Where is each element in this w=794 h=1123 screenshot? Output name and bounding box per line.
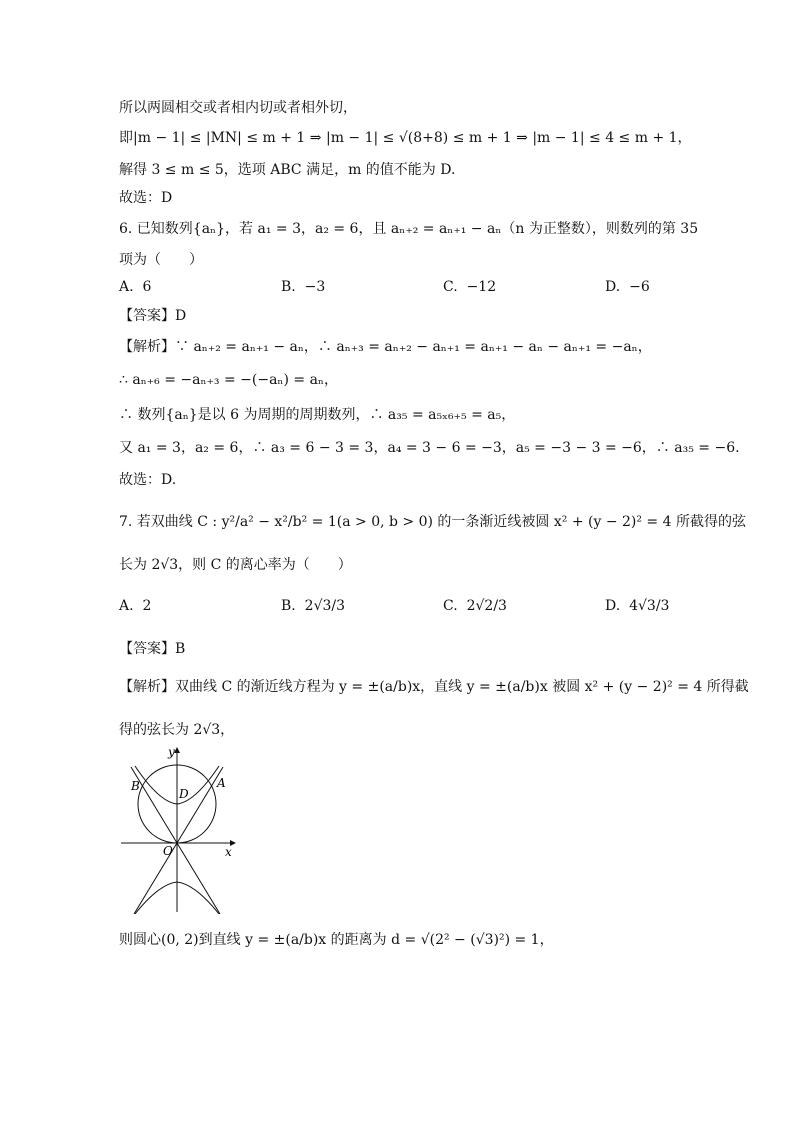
label-b: B bbox=[131, 779, 140, 793]
label-x: x bbox=[225, 845, 232, 859]
figure-svg bbox=[117, 742, 247, 914]
q7-option-d: D. 4√3/3 bbox=[605, 598, 670, 614]
q6-option-c: C. −12 bbox=[443, 279, 497, 295]
hyperbola-circle-figure bbox=[117, 742, 247, 918]
question-6-stem-cont: 项为（ ） bbox=[119, 252, 203, 268]
question-7-stem: 7. 若双曲线 C : y²/a² − x²/b² = 1(a > 0, b > 0) 的一条渐近线被圆 x² + (y − 2)² = 4 所截得的弦 bbox=[119, 514, 746, 530]
q7-option-b: B. 2√3/3 bbox=[281, 598, 346, 614]
text-line: 故选：D bbox=[119, 190, 173, 206]
solution-6-line: 又 a₁ = 3，a₂ = 6，∴ a₃ = 6 − 3 = 3，a₄ = 3 − 6 = −3，a₅ = −3 − 3 = −6，∴ a₃₅ = −6. bbox=[119, 440, 740, 456]
solution-6-line: 【解析】∵ aₙ₊₂ = aₙ₊₁ − aₙ，∴ aₙ₊₃ = aₙ₊₂ − aₙ₊₁ = aₙ₊₁ − aₙ − aₙ₊₁ = −aₙ， bbox=[119, 339, 652, 355]
answer-7: 【答案】B bbox=[119, 641, 186, 657]
solution-6-line: ∴ aₙ₊₆ = −aₙ₊₃ = −(−aₙ) = aₙ， bbox=[119, 372, 338, 388]
q6-option-d: D. −6 bbox=[605, 279, 650, 295]
q7-option-a: A. 2 bbox=[119, 598, 152, 614]
label-o: O bbox=[163, 844, 173, 858]
label-a: A bbox=[217, 776, 226, 790]
q7-option-c: C. 2√2/3 bbox=[443, 598, 507, 614]
text-line: 所以两圆相交或者相内切或者相外切， bbox=[119, 100, 357, 116]
q6-option-b: B. −3 bbox=[281, 279, 326, 295]
solution-6-line: 故选：D. bbox=[119, 472, 177, 488]
text-line-formula: 即|m − 1| ≤ |MN| ≤ m + 1 ⇒ |m − 1| ≤ √(8+8) ≤ m + 1 ⇒ |m − 1| ≤ 4 ≤ m + 1， bbox=[119, 130, 692, 146]
label-d: D bbox=[179, 787, 189, 801]
solution-7-line: 得的弦长为 2√3， bbox=[119, 722, 235, 738]
question-6-stem: 6. 已知数列{aₙ}，若 a₁ = 3，a₂ = 6，且 aₙ₊₂ = aₙ₊₁ − aₙ（n 为正整数），则数列的第 35 bbox=[119, 221, 699, 237]
solution-7-line: 则圆心(0, 2)到直线 y = ±(a/b)x 的距离为 d = √(2² − (√3)²) = 1， bbox=[119, 932, 554, 948]
solution-6-line: ∴ 数列{aₙ}是以 6 为周期的周期数列，∴ a₃₅ = a₅ₓ₆₊₅ = a₅， bbox=[119, 407, 516, 423]
solution-7-line: 【解析】双曲线 C 的渐近线方程为 y = ±(a/b)x，直线 y = ±(a/b)x 被圆 x² + (y − 2)² = 4 所得截 bbox=[119, 679, 749, 695]
text-line: 解得 3 ≤ m ≤ 5，选项 ABC 满足，m 的值不能为 D. bbox=[119, 162, 456, 178]
q6-option-a: A. 6 bbox=[119, 279, 152, 295]
label-y: y bbox=[168, 745, 175, 759]
answer-6: 【答案】D bbox=[119, 308, 187, 324]
question-7-stem-cont: 长为 2√3，则 C 的离心率为（ ） bbox=[119, 557, 352, 573]
